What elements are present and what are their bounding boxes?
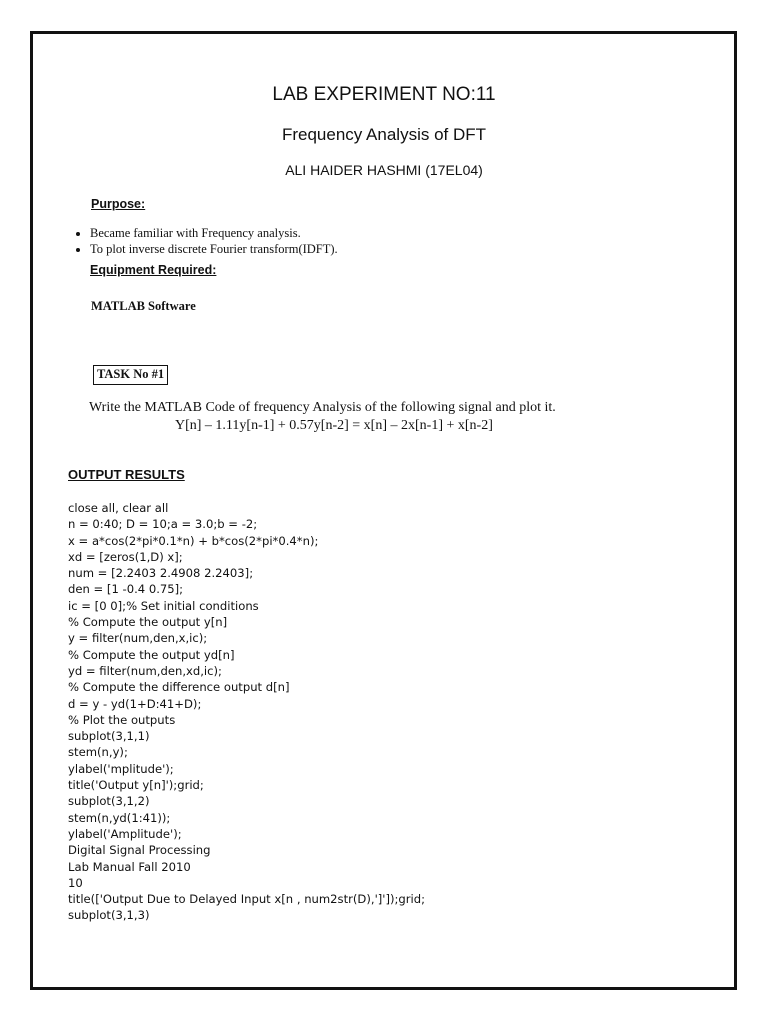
output-heading: OUTPUT RESULTS (68, 467, 185, 482)
code-line: title('Output y[n]');grid; (68, 778, 204, 793)
purpose-heading: Purpose: (91, 197, 146, 211)
code-line: % Plot the outputs (68, 712, 176, 727)
code-line: % Compute the output yd[n] (68, 647, 235, 662)
task-instruction: Write the MATLAB Code of frequency Analysis of the following signal and plot it. (89, 400, 556, 415)
code-line: ic = [0 0];% Set initial conditions (68, 598, 259, 613)
code-line: close all, clear all (68, 501, 169, 515)
code-line: y = filter(num,den,x,ic); (68, 631, 208, 646)
code-line: Lab Manual Fall 2010 (68, 859, 191, 874)
code-line: stem(n,yd(1:41)); (68, 810, 171, 825)
code-listing (68, 500, 425, 924)
code-line: stem(n,y); (68, 745, 128, 760)
code-line: den = [1 -0.4 0.75]; (68, 582, 184, 597)
code-line: Digital Signal Processing (68, 843, 211, 858)
code-line: num = [2.2403 2.4908 2.2403]; (68, 566, 254, 581)
equipment-heading: Equipment Required: (90, 263, 217, 277)
code-line: subplot(3,1,1) (68, 729, 150, 744)
code-line: x = a*cos(2*pi*0.1*n) + b*cos(2*pi*0.4*n); (68, 533, 319, 548)
task-equation: Y[n] – 1.11y[n-1] + 0.57y[n-2] = x[n] – 2x[n-1] + x[n-2] (175, 418, 493, 433)
code-line: n = 0:40; D = 10;a = 3.0;b = -2; (68, 517, 258, 532)
code-line: subplot(3,1,2) (68, 794, 150, 809)
code-line: xd = [zeros(1,D) x]; (68, 549, 183, 564)
code-line: yd = filter(num,den,xd,ic); (68, 663, 222, 678)
purpose-item: • Became familiar with Frequency analysis. (90, 225, 338, 241)
task-label: TASK No #1 (93, 365, 168, 385)
code-line: ylabel('mplitude'); (68, 761, 174, 776)
code-line: subplot(3,1,3) (68, 908, 150, 923)
code-line: % Compute the difference output d[n] (68, 680, 290, 695)
code-line: 10 (68, 875, 83, 890)
author-line: ALI HAIDER HASHMI (17EL04) (285, 162, 483, 178)
purpose-list (38, 225, 338, 257)
code-line: title(['Output Due to Delayed Input x[n , num2str(D),']']);grid; (68, 892, 426, 907)
equipment-value: MATLAB Software (91, 299, 196, 313)
code-line: d = y - yd(1+D:41+D); (68, 696, 202, 711)
code-line: ylabel('Amplitude'); (68, 826, 182, 841)
document-subtitle: Frequency Analysis of DFT (281, 125, 487, 144)
code-line: % Compute the output y[n] (68, 615, 228, 630)
document-title: LAB EXPERIMENT NO:11 (272, 84, 496, 105)
purpose-item: • To plot inverse discrete Fourier transform(IDFT). (90, 241, 338, 257)
